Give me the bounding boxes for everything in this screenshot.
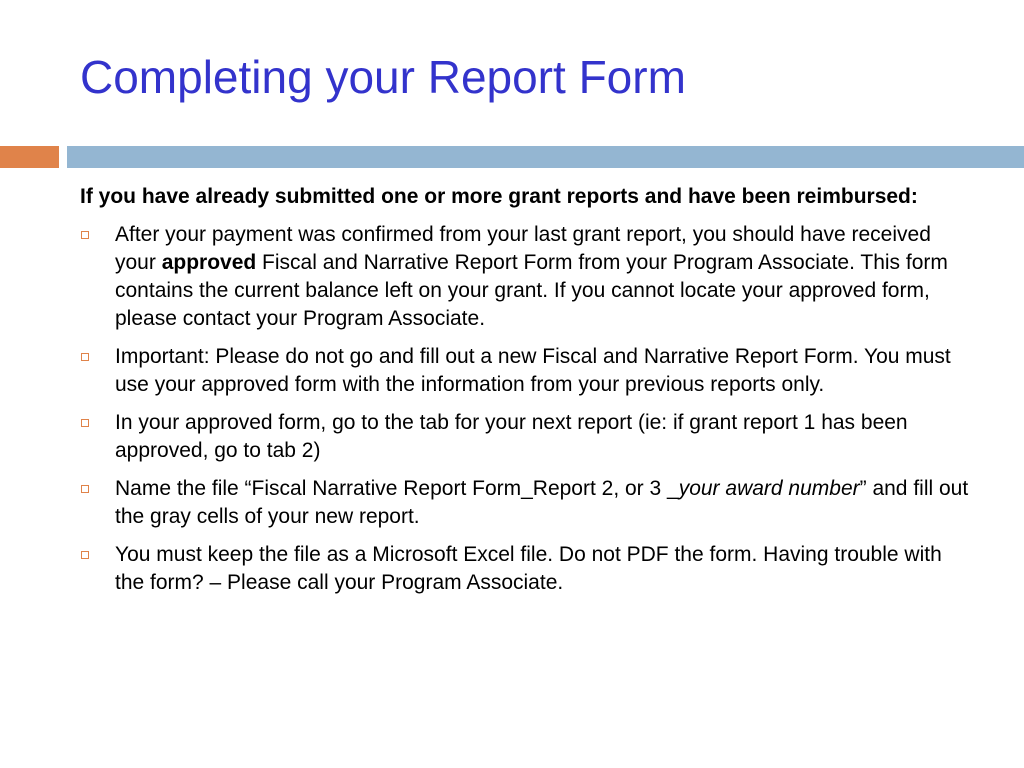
bullet-item-important	[80, 343, 975, 399]
accent-bar-blue	[67, 146, 1024, 168]
bullet-text-pre: After your payment was confirmed from your last grant report, you should have received your	[115, 223, 931, 274]
bullet-text-pre: Name the file “Fiscal Narrative Report Form_Report 2, or 3 _	[115, 477, 679, 500]
bullet-item-file-name	[80, 475, 975, 531]
hollow-square-bullet-icon	[81, 419, 89, 427]
bullet-text: Important: Please do not go and fill out a new Fiscal and Narrative Report Form. You must use your approved form with the information from your previous reports only.	[115, 345, 951, 396]
bullet-text-post: ” and fill out the gray cells of your new report.	[115, 477, 969, 528]
slide-body	[80, 183, 975, 607]
bullet-text: In your approved form, go to the tab for your next report (ie: if grant report 1 has been approved, go to tab 2)	[115, 411, 908, 462]
bullet-item-excel	[80, 541, 975, 597]
bullet-text-post: Fiscal and Narrative Report Form from your Program Associate. This form contains the current balance left on your grant. If you cannot locate your approved form, please contact your Program Associate.	[115, 251, 948, 330]
slide-title: Completing your Report Form	[80, 51, 686, 103]
bullet-list	[80, 221, 975, 597]
hollow-square-bullet-icon	[81, 353, 89, 361]
bullet-item-next-tab	[80, 409, 975, 465]
hollow-square-bullet-icon	[81, 485, 89, 493]
hollow-square-bullet-icon	[81, 551, 89, 559]
bullet-item-approved-form	[80, 221, 975, 333]
bullet-text: You must keep the file as a Microsoft Excel file. Do not PDF the form. Having trouble with the form? – Please call your Program Associate.	[115, 543, 942, 594]
hollow-square-bullet-icon	[81, 231, 89, 239]
bullet-text-italic: your award number	[678, 477, 860, 500]
intro-heading: If you have already submitted one or more grant reports and have been reimbursed:	[80, 185, 918, 208]
accent-bar-orange	[0, 146, 59, 168]
bullet-text-bold: approved	[161, 251, 257, 274]
